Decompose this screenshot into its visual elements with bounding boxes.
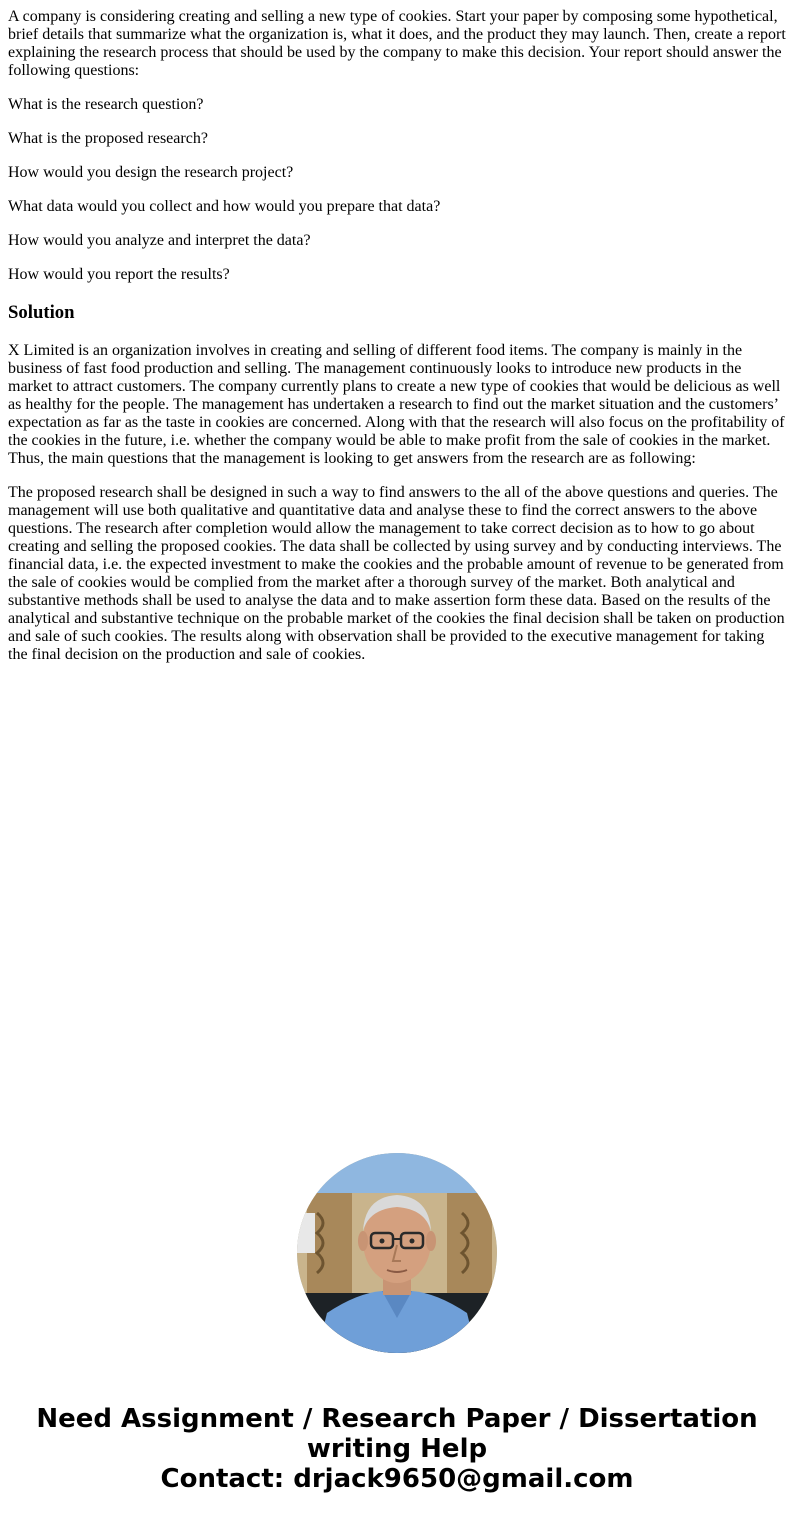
question-item: How would you analyze and interpret the data? (8, 232, 311, 249)
question-intro: A company is considering creating and selling a new type of cookies. Start your paper by composing some hypothetical, brief details that summarize what the organization is, what it does, and the product they may launch. Then, create a report explaining the research process that should be used by the company to make this decision. Your report should answer the following questions: (8, 8, 786, 79)
avatar (297, 1153, 497, 1353)
question-item: How would you design the research project? (8, 164, 294, 181)
question-item: What is the proposed research? (8, 130, 208, 147)
solution-paragraph: The proposed research shall be designed in such a way to find answers to the all of the above questions and queries. The management will use both qualitative and quantitative data and analyse these to find the correct answers to the above questions. The research after completion would allow the management to take correct decision as to how to go about creating and selling the proposed cookies. The data shall be collected by using survey and by conducting interviews. The financial data, i.e. the expected investment to make the cookies and the probable amount of revenue to be generated from the sale of cookies would be complied from the market after a thorough survey of the market. Both analytical and substantive methods shall be used to analyse the data and to make assertion form these data. Based on the results of the analytical and substantive technique on the probable market of the cookies the final decision shall be taken on production and sale of such cookies. The results along with observation shall be provided to the executive management for taking the final decision on the production and sale of cookies. (8, 484, 785, 663)
question-item: What data would you collect and how would you prepare that data? (8, 198, 441, 215)
promo-banner (0, 1404, 794, 1494)
question-item: What is the research question? (8, 96, 204, 113)
promo-line: Need Assignment / Research Paper / Dissertation (36, 1404, 758, 1434)
promo-contact: Contact: drjack9650@gmail.com (160, 1464, 634, 1494)
solution-paragraph: X Limited is an organization involves in creating and selling of different food items. The company is mainly in the business of fast food production and selling. The management continuously looks to introduce new products in the market to attract customers. The company currently plans to create a new type of cookies that would be delicious as well as healthy for the people. The management has undertaken a research to find out the market situation and the customers’ expectation as far as the taste in cookies are concerned. Along with that the research will also focus on the profitability of the cookies in the future, i.e. whether the company would be able to make profit from the sale of cookies in the market. Thus, the main questions that the management is looking to get answers from the research are as following: (8, 342, 785, 467)
solution-heading: Solution (8, 302, 75, 323)
question-item: How would you report the results? (8, 266, 230, 283)
document-body (8, 8, 786, 680)
promo-line: writing Help (306, 1434, 488, 1464)
person-photo-icon (297, 1153, 497, 1353)
